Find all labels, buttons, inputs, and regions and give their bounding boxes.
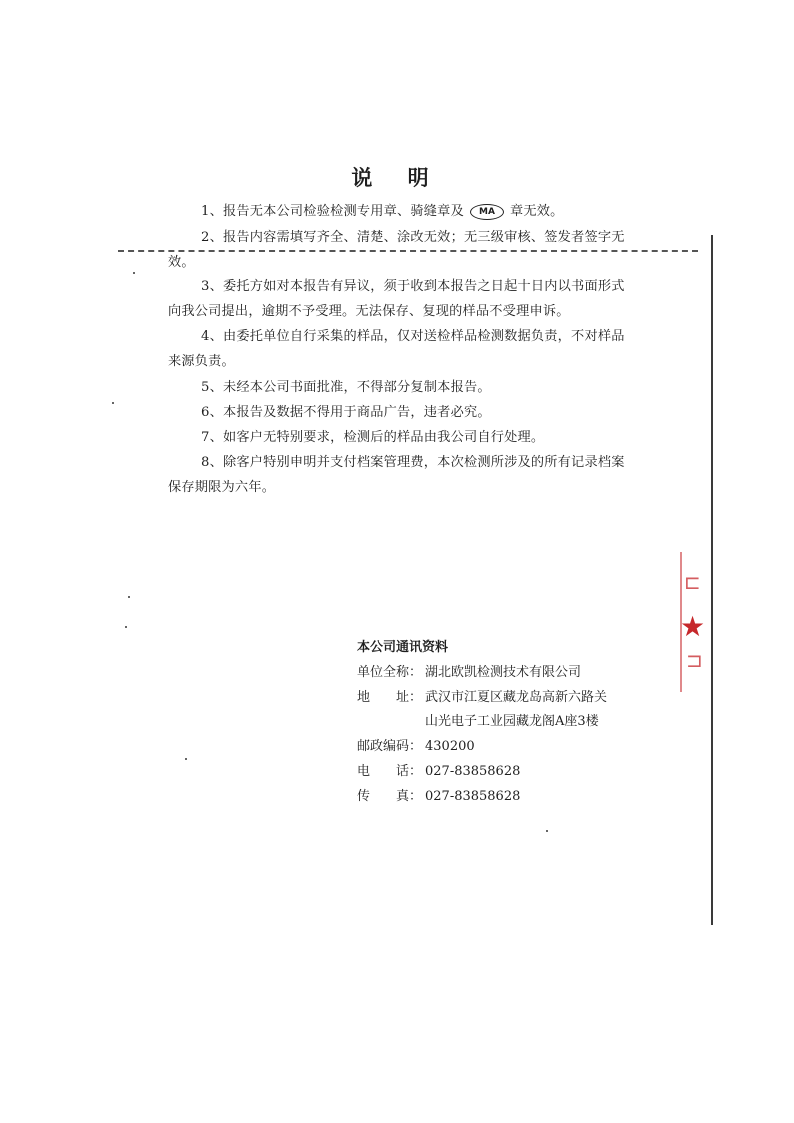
note-text: 1、报告无本公司检验检测专用章、骑缝章及 — [201, 204, 464, 219]
note-8 — [168, 451, 644, 500]
fax-label: 传 真： — [357, 788, 423, 804]
postcode-label: 邮政编码： — [357, 739, 423, 755]
red-seal-stamp-icon: ⊏ ★ ⊐ — [680, 552, 708, 692]
cma-seal-icon: MA — [470, 204, 504, 220]
contact-heading: 本公司通讯资料 — [357, 640, 449, 655]
note-text: 6、本报告及数据不得用于商品广告，违者必究。 — [201, 405, 491, 420]
page-title: 说 明 — [351, 165, 443, 190]
contact-postcode-row — [357, 735, 677, 760]
scan-speck — [546, 830, 548, 832]
contact-phone-row — [357, 760, 677, 785]
note-text: 7、如客户无特别要求，检测后的样品由我公司自行处理。 — [201, 430, 545, 445]
scan-speck — [125, 626, 127, 628]
address-line1: 武汉市江夏区藏龙岛高新六路关 — [425, 689, 608, 705]
note-text: 8、除客户特别申明并支付档案管理费，本次检测所涉及的所有记录档案 — [201, 455, 625, 470]
note-text: 5、未经本公司书面批准，不得部分复制本报告。 — [201, 380, 491, 395]
note-7 — [168, 426, 644, 451]
scan-speck — [185, 758, 187, 760]
scan-speck — [112, 402, 114, 404]
note-text: 2、报告内容需填写齐全、清楚、涂改无效；无三级审核、签发者签字无 — [201, 230, 625, 245]
company-label: 单位全称： — [357, 664, 423, 680]
company-name: 湖北欧凯检测技术有限公司 — [425, 664, 582, 680]
address-line2: 山光电子工业园藏龙阁A座3楼 — [425, 714, 599, 730]
note-text: 来源负责。 — [168, 353, 235, 369]
page-edge-line — [711, 235, 713, 925]
note-3 — [168, 275, 644, 324]
address-label: 地 址： — [357, 689, 423, 705]
scan-speck — [133, 272, 135, 274]
note-text: 保存期限为六年。 — [168, 479, 276, 495]
contact-fax-row — [357, 785, 677, 810]
note-2 — [168, 226, 644, 275]
note-text: 4、由委托单位自行采集的样品，仅对送检样品检测数据负责，不对样品 — [201, 329, 625, 344]
note-text: 章无效。 — [509, 204, 564, 219]
contact-block — [357, 636, 677, 810]
note-text: 3、委托方如对本报告有异议，须于收到本报告之日起十日内以书面形式 — [201, 279, 625, 294]
phone-value: 027-83858628 — [425, 763, 521, 779]
note-6 — [168, 401, 644, 426]
note-text: 效。 — [168, 254, 195, 270]
note-5 — [168, 376, 644, 401]
contact-address-row-2 — [357, 710, 677, 735]
postcode-value: 430200 — [425, 739, 475, 755]
contact-address-row — [357, 686, 677, 711]
note-1 — [168, 200, 644, 225]
note-text: 向我公司提出，逾期不予受理。无法保存、复现的样品不受理申诉。 — [168, 303, 570, 319]
scan-speck — [128, 596, 130, 598]
fax-value: 027-83858628 — [425, 788, 521, 804]
contact-company-row — [357, 661, 677, 686]
phone-label: 电 话： — [357, 763, 423, 779]
note-4 — [168, 325, 644, 374]
